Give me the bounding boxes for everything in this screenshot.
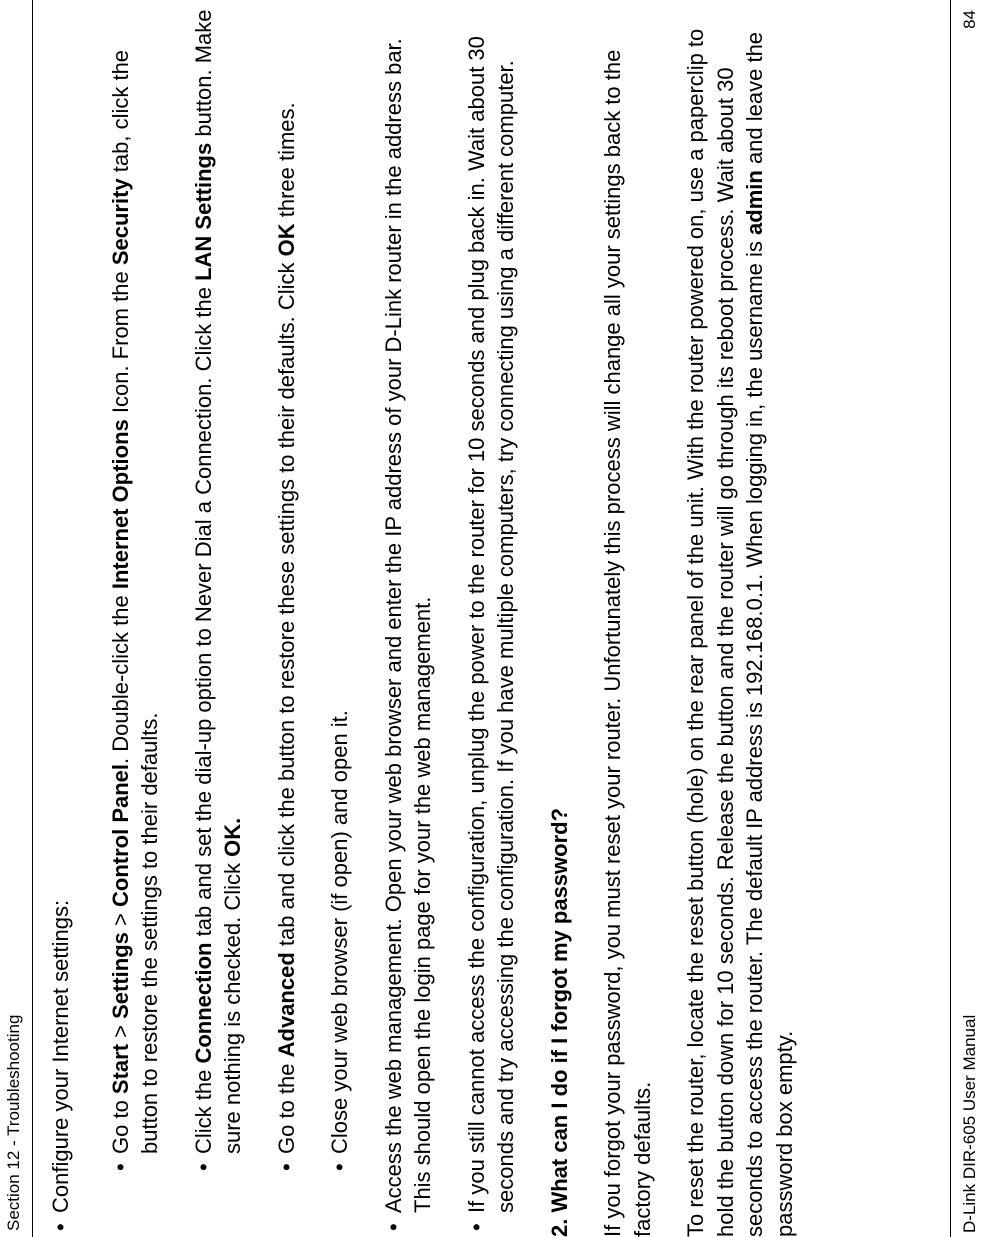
bullet-icon: • — [463, 1223, 489, 1231]
question-heading: 2. What can I do if I forgot my password? — [546, 807, 572, 1237]
bold-term: Advanced — [273, 952, 299, 1058]
configure-item — [46, 7, 76, 1237]
step-text — [327, 710, 352, 1154]
step-text — [108, 50, 163, 1154]
bold-term: OK. — [220, 817, 245, 857]
text-run: Icon. From the — [107, 265, 133, 420]
manual-name: D-Link DIR-605 User Manual — [960, 1014, 979, 1233]
header-rule — [32, 0, 33, 1237]
bold-term: Settings — [107, 932, 133, 1019]
text-run: button. Make sure nothing is checked. Click — [190, 9, 245, 1154]
text-run: three times. — [273, 102, 299, 224]
bold-term: Start — [107, 1043, 133, 1095]
access-text: Access the web management. Open your web browser and enter the IP address of your D-Link router in the address bar. This should open the login page for your the web management. — [380, 38, 435, 1213]
text-run: To reset the router, locate the reset button (hole) on the rear panel of the unit. With the router powered on, use a paperclip to hold the button down for 10 seconds. Release the button and the router will go through its reboot process. Wait about 30 seconds to access the router. The default IP address is 192.168.0.1. When logging in, the username is — [683, 28, 767, 1237]
text-run: tab and click the button to restore these settings to their defaults. Click — [273, 256, 299, 953]
text-run: . Double-click the — [107, 589, 133, 764]
bullet-icon: • — [48, 1223, 73, 1231]
step-item — [189, 7, 248, 1237]
bullet-icon: • — [190, 1163, 216, 1171]
step-text — [191, 9, 246, 1154]
footer-rule — [950, 0, 951, 1237]
text-run: tab, click the button to restore the settings to their defaults. — [107, 49, 162, 1154]
step-item — [325, 7, 355, 1237]
bold-term: Control Panel — [107, 763, 133, 907]
configure-text: Configure your Internet settings: — [48, 899, 73, 1213]
still-item — [462, 7, 521, 1237]
text-run: Go to the — [273, 1057, 299, 1154]
step-text — [274, 102, 299, 1154]
bold-term: OK — [273, 223, 299, 257]
bullet-icon: • — [327, 1163, 352, 1171]
still-text: If you still cannot access the configuration, unplug the power to the router for 10 seconds and plug back in. Wait about 30 seconds and try accessing the configuration. If you have multiple computers, try connecting using a different computer. — [463, 36, 518, 1213]
bullet-icon: • — [107, 1163, 133, 1171]
page-content — [46, 7, 799, 1237]
section-title: Section 12 - Troubleshooting — [4, 1014, 23, 1231]
text-run: tab and set the dial-up option to Never Dial a Connection. Click the — [190, 280, 216, 943]
bold-term: admin — [742, 170, 767, 235]
bullet-icon: • — [273, 1163, 299, 1171]
bold-term: Connection — [190, 942, 216, 1064]
page-number: 84 — [960, 10, 979, 29]
bold-term: Security — [107, 178, 133, 266]
access-item — [379, 7, 438, 1237]
page-header — [0, 0, 34, 1237]
step-item — [272, 7, 302, 1237]
text-run: Go to — [107, 1094, 133, 1154]
bold-term: Internet Options — [107, 419, 133, 590]
text-run: and leave the password box empty. — [742, 31, 797, 1237]
step-item — [106, 7, 165, 1237]
text-run: > — [107, 1018, 133, 1044]
reset-paragraph — [681, 7, 799, 1237]
bold-term: LAN Settings — [190, 142, 216, 281]
text-run: Click the — [190, 1063, 216, 1154]
text-run: Close your web browser (if open) and open it. — [327, 710, 352, 1154]
bullet-icon: • — [380, 1223, 406, 1231]
text-run: > — [107, 907, 133, 933]
forgot-paragraph: If you forgot your password, you must reset your router. Unfortunately this process will change all your settings back to the factory defaults. — [600, 49, 655, 1237]
